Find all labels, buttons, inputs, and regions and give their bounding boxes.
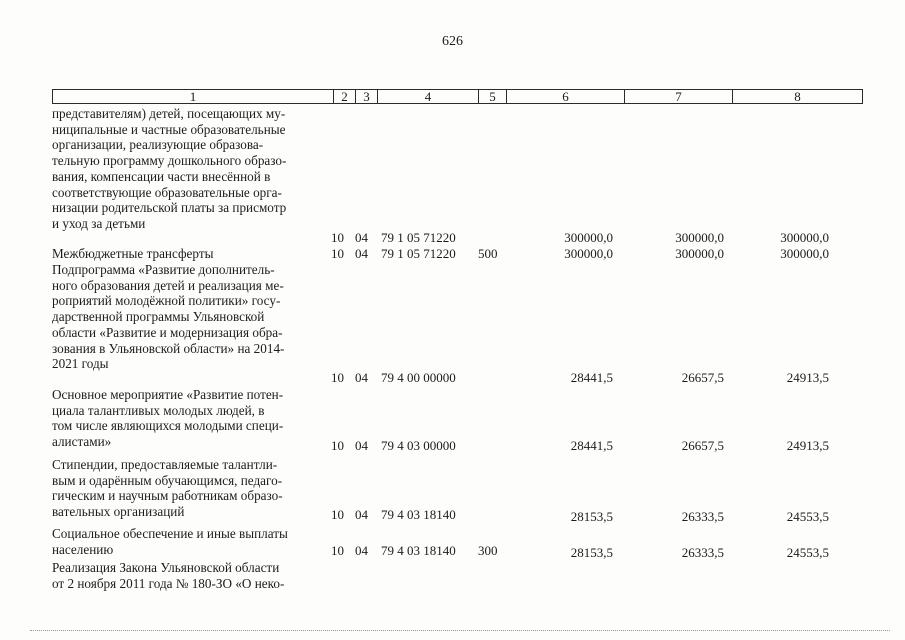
description-line: Стипендии, предоставляемые талантли- — [52, 457, 278, 472]
description-line: Подпрограмма «Развитие дополнитель- — [52, 262, 275, 277]
page-number: 626 — [442, 34, 463, 49]
description-line: Межбюджетные трансферты — [52, 246, 214, 261]
target-article-code: 79 4 03 00000 — [381, 438, 456, 453]
description-line: ного образования детей и реализация ме- — [52, 277, 284, 293]
header-col-6: 6 — [506, 90, 624, 103]
row-description — [52, 457, 331, 520]
table-header — [52, 89, 863, 104]
description-line: населению — [52, 541, 114, 557]
section-code: 10 — [331, 230, 344, 245]
header-col-7: 7 — [624, 90, 732, 103]
row-description — [52, 262, 331, 372]
description-line: представителям) детей, посещающих му- — [52, 106, 286, 121]
amount-col-8: 24913,5 — [786, 370, 829, 385]
amount-col-6: 28441,5 — [570, 370, 613, 385]
amount-col-7: 300000,0 — [675, 230, 724, 245]
amount-col-7: 26657,5 — [681, 438, 724, 453]
target-article-code: 79 4 03 18140 — [381, 543, 456, 558]
subsection-code: 04 — [355, 507, 368, 522]
amount-col-8: 300000,0 — [780, 246, 829, 261]
section-code: 10 — [331, 246, 344, 261]
amount-col-6: 300000,0 — [564, 230, 613, 245]
description-line: вым и одарённым обучающимся, педаго- — [52, 472, 283, 488]
description-line: дарственной программы Ульяновской — [52, 309, 265, 325]
scan-edge-line — [30, 630, 890, 632]
description-line: вания, компенсации части внесённой в — [52, 168, 271, 184]
section-code: 10 — [331, 507, 344, 522]
description-line: зования в Ульяновской области» на 2014- — [52, 340, 285, 356]
subsection-code: 04 — [355, 543, 368, 558]
amount-col-6: 28153,5 — [570, 545, 613, 560]
section-code: 10 — [331, 370, 344, 385]
amount-col-7: 26657,5 — [681, 370, 724, 385]
target-article-code: 79 1 05 71220 — [381, 246, 456, 261]
amount-col-7: 26333,5 — [681, 509, 724, 524]
target-article-code: 79 1 05 71220 — [381, 230, 456, 245]
description-line: том числе являющихся молодыми специ- — [52, 418, 284, 434]
description-line: циала талантливых молодых людей, в — [52, 402, 265, 418]
header-col-5: 5 — [478, 90, 506, 103]
header-col-1: 1 — [189, 89, 197, 104]
amount-col-6: 28153,5 — [570, 509, 613, 524]
description-line: организации, реализующие образова- — [52, 137, 264, 153]
subsection-code: 04 — [355, 370, 368, 385]
header-col-3: 3 — [355, 90, 377, 103]
description-line: тельную программу дошкольного образо- — [52, 153, 287, 169]
amount-col-8: 24913,5 — [786, 438, 829, 453]
amount-col-8: 24553,5 — [786, 545, 829, 560]
description-line: ниципальные и частные образовательные — [52, 121, 286, 137]
target-article-code: 79 4 00 00000 — [381, 370, 456, 385]
row-description — [52, 106, 331, 232]
description-line: алистами» — [52, 434, 112, 450]
amount-col-7: 300000,0 — [675, 246, 724, 261]
description-line: низации родительской платы за присмотр — [52, 200, 287, 216]
row-description — [52, 560, 331, 591]
section-code: 10 — [331, 438, 344, 453]
row-description — [52, 526, 331, 557]
amount-col-7: 26333,5 — [681, 545, 724, 560]
header-col-4: 4 — [377, 90, 478, 103]
subsection-code: 04 — [355, 246, 368, 261]
description-line: Реализация Закона Ульяновской области — [52, 560, 280, 575]
header-col-8: 8 — [732, 90, 862, 103]
description-line: области «Развитие и модернизация обра- — [52, 324, 283, 340]
amount-col-6: 300000,0 — [564, 246, 613, 261]
description-line: Основное мероприятие «Развитие потен- — [52, 387, 284, 402]
description-line: 2021 годы — [52, 356, 109, 372]
description-line: гическим и научным работникам образо- — [52, 488, 283, 504]
description-line: роприятий молодёжной политики» госу- — [52, 293, 281, 309]
amount-col-6: 28441,5 — [570, 438, 613, 453]
subsection-code: 04 — [355, 230, 368, 245]
description-line: Социальное обеспечение и иные выплаты — [52, 526, 288, 541]
header-col-2: 2 — [333, 90, 355, 103]
expense-type-code: 300 — [478, 543, 498, 558]
description-line: от 2 ноября 2011 года № 180-ЗО «О неко- — [52, 575, 285, 591]
subsection-code: 04 — [355, 438, 368, 453]
row-description — [52, 387, 331, 450]
expense-type-code: 500 — [478, 246, 498, 261]
description-line: и уход за детьми — [52, 215, 146, 231]
amount-col-8: 24553,5 — [786, 509, 829, 524]
section-code: 10 — [331, 543, 344, 558]
description-line: соответствующие образовательные орга- — [52, 184, 282, 200]
row-description — [52, 246, 331, 262]
description-line: вательных организаций — [52, 504, 185, 520]
amount-col-8: 300000,0 — [780, 230, 829, 245]
target-article-code: 79 4 03 18140 — [381, 507, 456, 522]
